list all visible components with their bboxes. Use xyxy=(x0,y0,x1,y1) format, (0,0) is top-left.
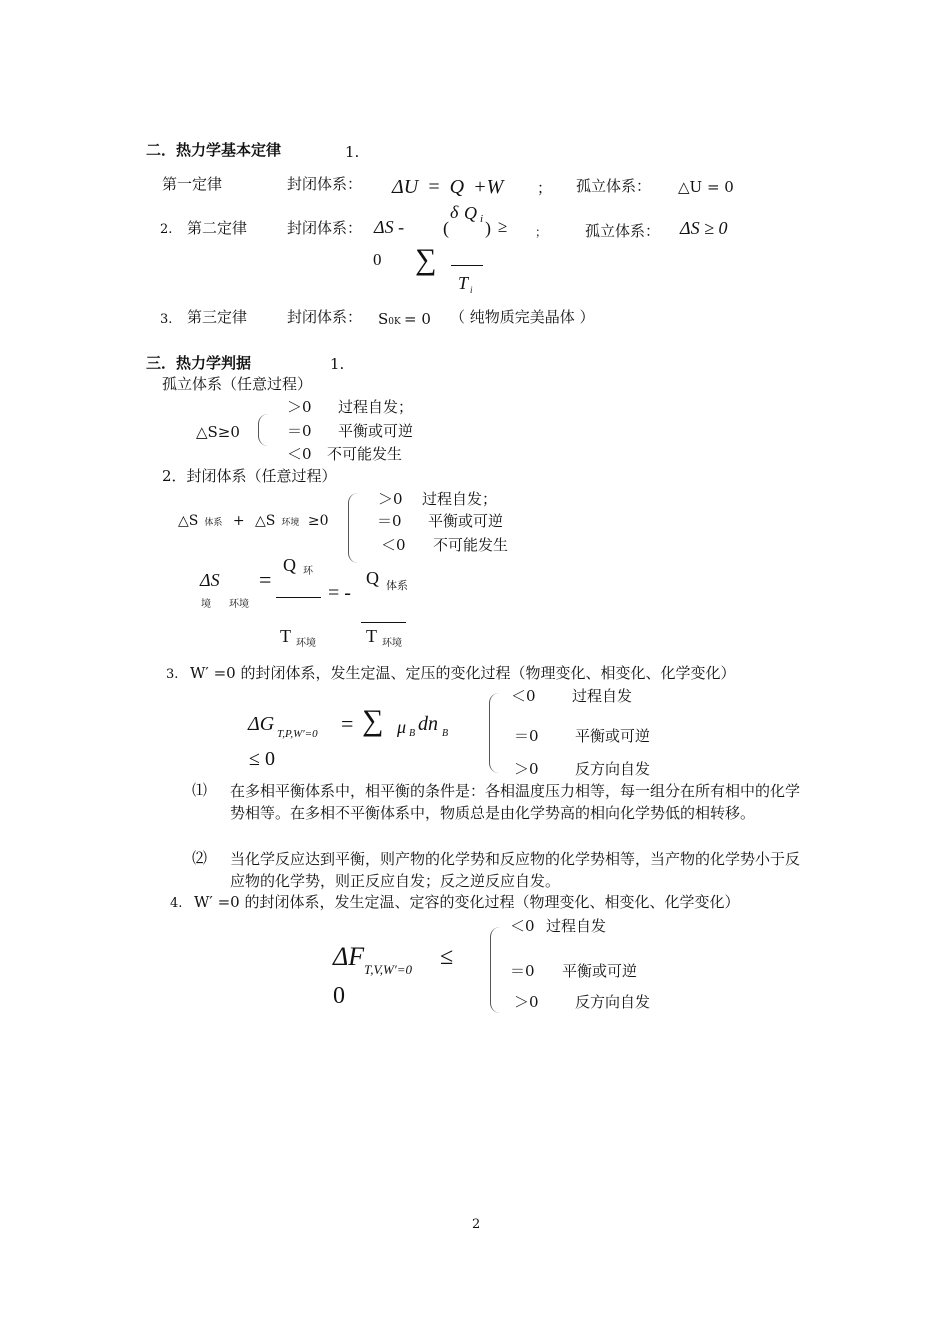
section2-item1-number: 1. xyxy=(345,143,360,161)
law2-label: 第二定律 xyxy=(187,219,248,237)
item3-case-3-sign: ＞0 xyxy=(514,760,539,778)
item4-case-3-sign: ＞0 xyxy=(514,993,539,1011)
item3-formula-lhs: ΔG xyxy=(248,713,275,735)
isolated-title: 孤立体系（任意过程） xyxy=(162,375,313,393)
law2-delta-s: ΔS - xyxy=(374,217,405,237)
item3-formula-dn: dn xyxy=(418,713,438,735)
law1-isolated-label: 孤立体系： xyxy=(576,177,652,195)
env-delta-s-sub: 环境 xyxy=(229,599,249,610)
item4-number: 4. xyxy=(170,896,183,911)
env-equals: = xyxy=(259,567,272,592)
item3-formula-eq: = xyxy=(341,711,354,736)
item3-text: W′ =0 的封闭体系，发生定温、定压的变化过程（物理变化、相变化、化学变化） xyxy=(190,664,736,682)
isolated-case-1-sign: ＞0 xyxy=(287,398,312,416)
law2-q: Q xyxy=(464,203,477,223)
item3-case-2-sign: ＝0 xyxy=(514,727,539,745)
closed-criterion-b: △S xyxy=(255,513,276,529)
item3-note-2-number: ⑵ xyxy=(192,849,208,867)
isolated-case-3-sign: ＜0 xyxy=(287,445,312,463)
env-q: Q xyxy=(283,555,296,575)
item3-case-1-text: 过程自发 xyxy=(572,687,633,705)
item3-note-1-text: 在多相平衡体系中，相平衡的条件是：各相温度压力相等，每一组分在所有相中的化学势相等。在多相不平衡体系中，物质总是由化学势高的相向化学势低的相转移。 xyxy=(230,782,801,822)
law2-q-sub: i xyxy=(480,213,484,225)
closed-case-2-sign: ＝0 xyxy=(377,512,402,530)
closed-criterion-plus: + xyxy=(232,513,245,529)
law2-sum: ∑ xyxy=(415,243,437,276)
closed-case-1-sign: ＞0 xyxy=(378,490,403,508)
law2-paren-open: ( xyxy=(443,218,449,238)
closed-case-3-text: 不可能发生 xyxy=(433,536,509,554)
item3-number: 3. xyxy=(166,667,179,682)
item4-formula-lhs: ΔF xyxy=(333,942,365,971)
item3-case-3-text: 反方向自发 xyxy=(575,760,651,778)
item3-note-1-number: ⑴ xyxy=(192,781,208,799)
env-q2: Q xyxy=(366,568,379,588)
item4-case-2-sign: ＝0 xyxy=(510,962,535,980)
section3-heading: 三．热力学判据 xyxy=(146,354,252,372)
law2-closed-label: 封闭体系： xyxy=(287,219,363,237)
item4-text: W′ =0 的封闭体系，发生定温、定容的变化过程（物理变化、相变化、化学变化） xyxy=(194,893,740,911)
item3-formula-le: ≤ 0 xyxy=(249,748,275,770)
law3-number: 3. xyxy=(160,312,173,327)
law2-ge: ≥ xyxy=(498,217,508,236)
law2-delta-symbol: δ xyxy=(450,202,459,222)
item3-formula-mu: μ xyxy=(397,717,407,737)
env-t2: T xyxy=(366,626,377,646)
law2-fraction-bar xyxy=(451,265,483,266)
page-number: 2 xyxy=(472,1217,481,1232)
law2-zero: 0 xyxy=(373,250,382,269)
env-q2-sub: 体系 xyxy=(386,579,408,592)
isolated-case-2-sign: ＝0 xyxy=(287,422,312,440)
env-delta-s-under: 境 xyxy=(201,599,211,610)
env-q-sub: 环 xyxy=(303,566,313,577)
item4-formula-sub: T,V,W′=0 xyxy=(364,962,412,977)
env-delta-s: ΔS xyxy=(200,570,220,590)
law1-label: 第一定律 xyxy=(162,175,223,193)
section2-heading: 二．热力学基本定律 xyxy=(146,141,282,159)
closed-criterion-a-sub: 体系 xyxy=(204,518,223,528)
closed-criterion xyxy=(178,514,328,528)
item4-case-1-text: 过程自发 xyxy=(546,917,607,935)
item3-note-2-text: 当化学反应达到平衡，则产物的化学势和反应物的化学势相等，当产物的化学势小于反应物的化学势，则正反应自发；反之逆反应自发。 xyxy=(230,850,801,890)
law2-t: T xyxy=(458,273,469,293)
law2-t-sub: i xyxy=(470,285,473,295)
item3-formula-dn-sub: B xyxy=(442,728,449,739)
isolated-brace xyxy=(258,414,268,446)
item3-case-2-text: 平衡或可逆 xyxy=(575,727,651,745)
law3-label: 第三定律 xyxy=(187,308,248,326)
closed-title: 2．封闭体系（任意过程） xyxy=(162,467,337,485)
law2-isolated-label: 孤立体系： xyxy=(585,222,661,240)
law1-closed-formula: ΔU = Q +W xyxy=(392,176,504,198)
item3-formula-mu-sub: B xyxy=(409,728,416,739)
closed-case-2-text: 平衡或可逆 xyxy=(428,512,504,530)
law2-separator: ； xyxy=(535,225,548,239)
env-t2-sub: 环境 xyxy=(382,638,402,649)
env-fraction-bar-2 xyxy=(361,622,406,623)
item4-case-3-text: 反方向自发 xyxy=(575,993,651,1011)
law3-s: S xyxy=(378,310,389,328)
item4-brace xyxy=(490,927,501,1013)
env-equals-minus: = - xyxy=(328,582,351,604)
isolated-case-3-text: 不可能发生 xyxy=(327,445,403,463)
closed-case-3-sign: ＜0 xyxy=(381,536,406,554)
section3-item1-number: 1. xyxy=(330,355,345,373)
law3-closed-label: 封闭体系： xyxy=(287,308,363,326)
law3-note: （ 纯物质完美晶体 ） xyxy=(450,308,595,326)
law2-number: 2. xyxy=(160,222,173,237)
env-t: T xyxy=(280,626,291,646)
closed-case-1-text: 过程自发； xyxy=(422,490,498,508)
item4-formula-zero: 0 xyxy=(333,983,345,1009)
law3-s-sub: 0K xyxy=(388,317,401,327)
law1-separator: ； xyxy=(537,179,553,197)
isolated-case-2-text: 平衡或可逆 xyxy=(338,422,414,440)
isolated-criterion: △S≥0 xyxy=(196,423,240,441)
item3-brace xyxy=(489,693,500,773)
law2-paren-close: ) xyxy=(485,218,491,238)
closed-criterion-a: △S xyxy=(178,513,199,529)
item3-formula-sub: T,P,W′=0 xyxy=(277,728,318,740)
item4-formula-le: ≤ xyxy=(440,944,454,970)
item3-case-1-sign: ＜0 xyxy=(511,687,536,705)
closed-criterion-ge: ≥0 xyxy=(307,513,329,529)
env-fraction-bar-1 xyxy=(276,597,321,598)
closed-brace xyxy=(348,493,359,563)
law3-equation: = 0 xyxy=(404,310,431,328)
item4-case-1-sign: ＜0 xyxy=(510,917,535,935)
law2-isolated-formula: ΔS ≥ 0 xyxy=(680,218,728,238)
env-t-sub: 环境 xyxy=(296,638,316,649)
law1-closed-label: 封闭体系： xyxy=(287,175,363,193)
closed-criterion-b-sub: 环境 xyxy=(281,518,300,528)
law1-isolated-formula: △U = 0 xyxy=(678,178,734,196)
item3-formula-sum: ∑ xyxy=(362,704,384,737)
isolated-case-1-text: 过程自发； xyxy=(338,398,414,416)
item4-case-2-text: 平衡或可逆 xyxy=(562,962,638,980)
law3-s0k xyxy=(378,312,401,327)
